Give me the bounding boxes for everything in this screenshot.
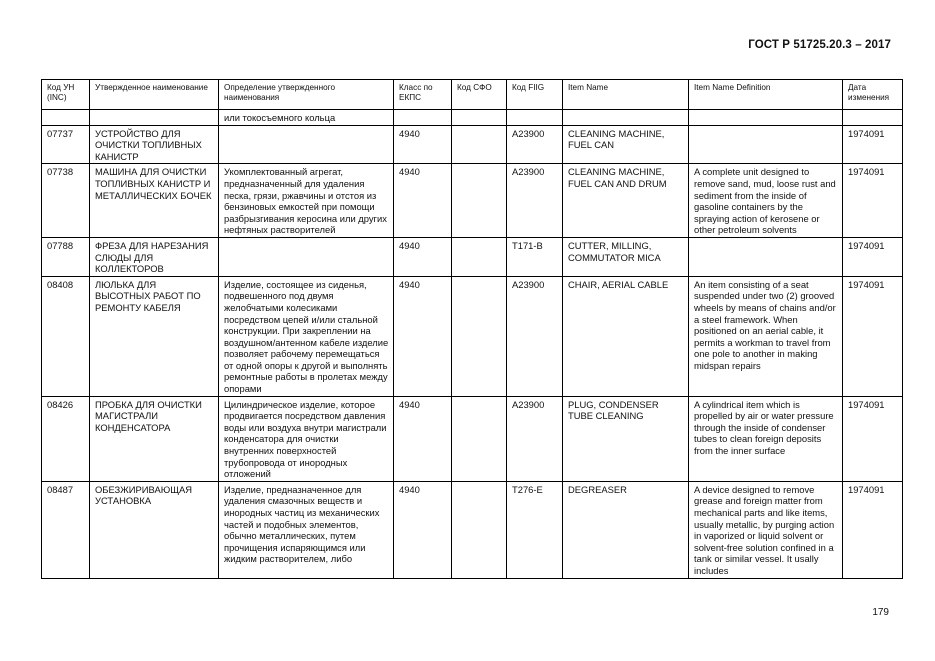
cell-fiig: A23900	[507, 125, 563, 164]
cell-fiig	[507, 110, 563, 126]
cell-item-definition: A cylindrical item which is propelled by air or water pressure through the inside of condenser tubes to clean foreign deposits from the inner surface	[689, 396, 843, 481]
cell-sfo	[452, 481, 507, 578]
cell-definition: Цилиндрическое изделие, которое продвигается посредством давления воды или воздуха внутри магистрали конденсатора для очистки внутренних поверхностей трубопровода от инородных отложений	[219, 396, 394, 481]
cell-name: ФРЕЗА ДЛЯ НАРЕЗАНИЯ СЛЮДЫ ДЛЯ КОЛЛЕКТОРОВ	[90, 237, 219, 276]
cell-item-name: PLUG, CONDENSER TUBE CLEANING	[563, 396, 689, 481]
cell-sfo	[452, 125, 507, 164]
cell-item-name: CHAIR, AERIAL CABLE	[563, 276, 689, 396]
cell-fiig: A23900	[507, 164, 563, 238]
cell-item-name: DEGREASER	[563, 481, 689, 578]
cell-item-definition: A device designed to remove grease and foreign matter from mechanical parts and like items, usually metallic, by purging action in vaporized or liquid solvent or solvent-free solution confined in a tank or similar vessel. It usally includes	[689, 481, 843, 578]
cell-class: 4940	[394, 481, 452, 578]
cell-fiig: T171-B	[507, 237, 563, 276]
table-row	[42, 481, 903, 578]
col-header-name: Утвержденное наименование	[90, 80, 219, 110]
cell-code: 07737	[42, 125, 90, 164]
cell-code: 08426	[42, 396, 90, 481]
cell-class: 4940	[394, 237, 452, 276]
cell-item-name	[563, 110, 689, 126]
table-row	[42, 276, 903, 396]
cell-name: ПРОБКА ДЛЯ ОЧИСТКИ МАГИСТРАЛИ КОНДЕНСАТОРА	[90, 396, 219, 481]
cell-sfo	[452, 276, 507, 396]
cell-sfo	[452, 110, 507, 126]
cell-date: 1974091	[843, 237, 903, 276]
cell-name: УСТРОЙСТВО ДЛЯ ОЧИСТКИ ТОПЛИВНЫХ КАНИСТР	[90, 125, 219, 164]
col-header-definition: Определение утвержденного наименования	[219, 80, 394, 110]
cell-date: 1974091	[843, 396, 903, 481]
cell-date	[843, 110, 903, 126]
cell-item-definition	[689, 125, 843, 164]
cell-class: 4940	[394, 396, 452, 481]
col-header-date: Дата изменения	[843, 80, 903, 110]
col-header-item-name: Item Name	[563, 80, 689, 110]
col-header-item-definition: Item Name Definition	[689, 80, 843, 110]
cell-code: 07788	[42, 237, 90, 276]
cell-item-name: CLEANING MACHINE, FUEL CAN	[563, 125, 689, 164]
cell-item-name: CLEANING MACHINE, FUEL CAN AND DRUM	[563, 164, 689, 238]
cell-class: 4940	[394, 125, 452, 164]
cell-code: 07738	[42, 164, 90, 238]
cell-item-definition: An item consisting of a seat suspended under two (2) grooved wheels by means of chains and/or a steel framework. When positioned on an aerial cable, it permits a workman to travel from one pole to another in making midspan repairs	[689, 276, 843, 396]
header-row	[42, 80, 903, 110]
cell-item-name: CUTTER, MILLING, COMMUTATOR MICA	[563, 237, 689, 276]
cell-date: 1974091	[843, 164, 903, 238]
cell-name	[90, 110, 219, 126]
col-header-class: Класс по ЕКПС	[394, 80, 452, 110]
cell-name: МАШИНА ДЛЯ ОЧИСТКИ ТОПЛИВНЫХ КАНИСТР И МЕТАЛЛИЧЕСКИХ БОЧЕК	[90, 164, 219, 238]
cell-code: 08408	[42, 276, 90, 396]
cell-definition: Изделие, предназначенное для удаления смазочных веществ и инородных частиц из механических частей и подобных элементов, обычно металлических, путем прочищения испаряющимся или жидким растворителем, либо	[219, 481, 394, 578]
cell-definition: Изделие, состоящее из сиденья, подвешенного под двумя желобчатыми колесиками посредством цепей и/или стальной конструкции. При закреплении на воздушном/антенном кабеле изделие позволяет рабочему перемещаться от одной опоры к другой и выполнять ремонтные работы в пролетах между опорами	[219, 276, 394, 396]
col-header-fiig: Код FIIG	[507, 80, 563, 110]
cell-name: ОБЕЗЖИРИВАЮЩАЯ УСТАНОВКА	[90, 481, 219, 578]
table-row	[42, 237, 903, 276]
cell-class	[394, 110, 452, 126]
document-code: ГОСТ Р 51725.20.3 – 2017	[748, 39, 891, 51]
table-row	[42, 164, 903, 238]
cell-definition	[219, 125, 394, 164]
cell-code: 08487	[42, 481, 90, 578]
cell-date: 1974091	[843, 481, 903, 578]
cell-definition	[219, 237, 394, 276]
cell-item-definition	[689, 110, 843, 126]
cell-fiig: A23900	[507, 396, 563, 481]
cell-fiig: T276-E	[507, 481, 563, 578]
cell-code	[42, 110, 90, 126]
cell-date: 1974091	[843, 125, 903, 164]
cell-sfo	[452, 237, 507, 276]
cell-definition: Укомплектованный агрегат, предназначенный для удаления песка, грязи, ржавчины и отстоя из бензиновых емкостей при помощи разбрызгивания керосина или других нефтяных растворителей	[219, 164, 394, 238]
col-header-sfo: Код СФО	[452, 80, 507, 110]
continuation-row	[42, 110, 903, 126]
cell-fiig: A23900	[507, 276, 563, 396]
page-number: 179	[872, 607, 889, 618]
table-row	[42, 125, 903, 164]
cell-sfo	[452, 396, 507, 481]
cell-class: 4940	[394, 276, 452, 396]
cell-item-definition	[689, 237, 843, 276]
table-row	[42, 396, 903, 481]
cell-class: 4940	[394, 164, 452, 238]
col-header-code: Код УН (INC)	[42, 80, 90, 110]
cell-date: 1974091	[843, 276, 903, 396]
cell-definition: или токосъемного кольца	[219, 110, 394, 126]
items-table	[41, 79, 903, 579]
cell-sfo	[452, 164, 507, 238]
cell-item-definition: A complete unit designed to remove sand, mud, loose rust and sediment from the inside of gasoline containers by the spraying action of kerosene or other petroleum solvents	[689, 164, 843, 238]
cell-name: ЛЮЛЬКА ДЛЯ ВЫСОТНЫХ РАБОТ ПО РЕМОНТУ КАБЕЛЯ	[90, 276, 219, 396]
